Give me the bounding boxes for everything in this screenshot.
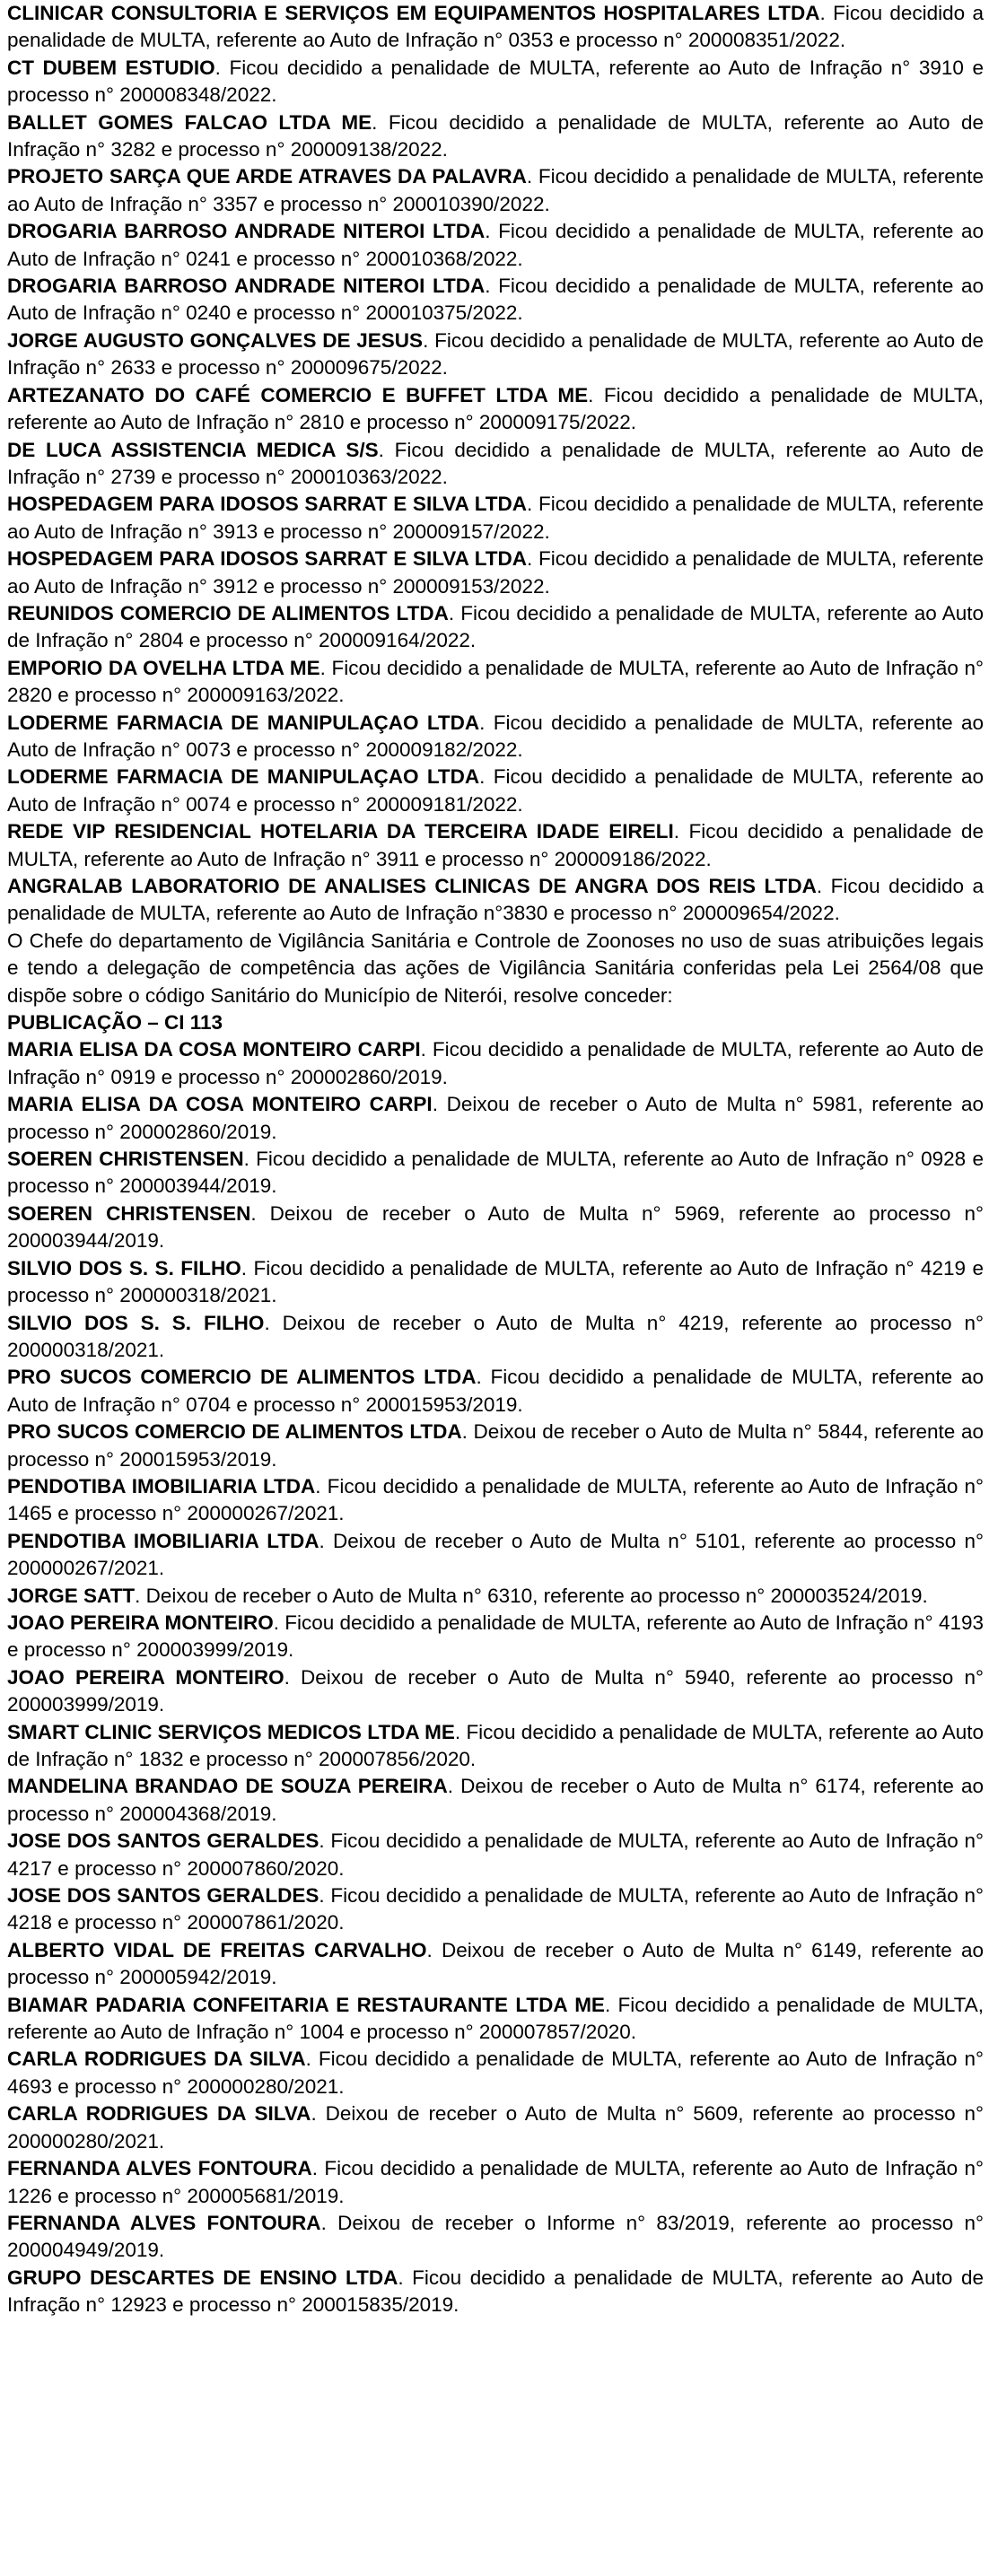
list-item [7, 1310, 984, 1365]
entry-text: . Deixou de receber o Auto de Multa n° 6149, referente ao processo n° 200005942/2019. [7, 1938, 984, 1989]
entry-name: REUNIDOS COMERCIO DE ALIMENTOS LTDA [7, 601, 449, 624]
entry-name: JOSE DOS SANTOS GERALDES [7, 1829, 319, 1853]
list-item [7, 1091, 984, 1146]
list-item [7, 0, 984, 55]
entry-text: . Ficou decidido a penalidade de MULTA, referente ao Auto de Infração n° 3911 e processo n° 200009186/2022. [7, 820, 984, 870]
list-item [7, 655, 984, 710]
entry-name: PRO SUCOS COMERCIO DE ALIMENTOS LTDA [7, 1366, 477, 1389]
entry-text: . Ficou decidido a penalidade de MULTA, referente ao Auto de Infração n° 0928 e processo n° 200003944/2019. [7, 1148, 984, 1198]
entry-name: JOAO PEREIRA MONTEIRO [7, 1611, 274, 1634]
entry-name: JOAO PEREIRA MONTEIRO [7, 1665, 284, 1689]
entry-text: . Ficou decidido a penalidade de MULTA, referente ao Auto de Infração n° 2820 e processo n° 200009163/2022. [7, 656, 984, 707]
list-item [7, 437, 984, 492]
entry-name: CARLA RODRIGUES DA SILVA [7, 2102, 311, 2126]
entry-text: . Ficou decidido a penalidade de MULTA, referente ao Auto de Infração n° 2633 e processo n° 200009675/2022. [7, 328, 984, 380]
entry-text: . Ficou decidido a penalidade de MULTA, referente ao Auto de Infração n° 0073 e processo n° 200009182/2022. [7, 711, 984, 761]
entry-name: MANDELINA BRANDAO DE SOUZA PEREIRA [7, 1775, 448, 1798]
list-item [7, 55, 984, 109]
entry-text: . Deixou de receber o Informe n° 83/2019, referente ao processo n° 200004949/2019. [7, 2211, 984, 2262]
entry-name: JORGE AUGUSTO GONÇALVES DE JESUS [7, 328, 424, 352]
list-item [7, 2210, 984, 2265]
list-item [7, 1419, 984, 1473]
entry-text: . Ficou decidido a penalidade de MULTA, referente ao Auto de Infração n° 0353 e processo n° 200008351/2022. [7, 2, 984, 52]
entry-name: PENDOTIBA IMOBILIARIA LTDA [7, 1474, 316, 1498]
section-heading: PUBLICAÇÃO – CI 113 [7, 1011, 223, 1035]
list-item [7, 491, 984, 546]
entry-text: . Ficou decidido a penalidade de MULTA, referente ao Auto de Infração n° 4217 e processo n° 200007860/2020. [7, 1829, 984, 1880]
entry-text: . Ficou decidido a penalidade de MULTA, referente ao Auto de Infração n° 4693 e processo n° 200000280/2021. [7, 2048, 984, 2098]
entry-text: . Ficou decidido a penalidade de MULTA, referente ao Auto de Infração n° 0704 e processo n° 200015953/2019. [7, 1366, 984, 1416]
list-item [7, 273, 984, 327]
list-item [7, 764, 984, 818]
entry-name: SOEREN CHRISTENSEN [7, 1201, 251, 1225]
entry-text: . Ficou decidido a penalidade de MULTA, referente ao Auto de Infração n° 3913 e processo n° 200009157/2022. [7, 493, 984, 543]
list-item [7, 1255, 984, 1310]
entry-name: FERNANDA ALVES FONTOURA [7, 2157, 312, 2180]
entry-text: . Ficou decidido a penalidade de MULTA, referente ao Auto de Infração n° 1004 e processo n° 200007857/2020. [7, 1993, 984, 2044]
entry-name: MARIA ELISA DA COSA MONTEIRO CARPI [7, 1038, 421, 1061]
entry-name: DE LUCA ASSISTENCIA MEDICA S/S [7, 438, 379, 461]
entry-text: . Ficou decidido a penalidade de MULTA, referente ao Auto de Infração n° 0919 e processo n° 200002860/2019. [7, 1038, 984, 1088]
list-item [7, 1828, 984, 1882]
list-item [7, 2155, 984, 2210]
list-item [7, 1146, 984, 1201]
entry-name: EMPORIO DA OVELHA LTDA ME [7, 656, 320, 679]
entry-text: . Deixou de receber o Auto de Multa n° 5940, referente ao processo n° 200003999/2019. [7, 1665, 984, 1716]
entry-name: LODERME FARMACIA DE MANIPULAÇAO LTDA [7, 765, 480, 789]
entry-text: . Ficou decidido a penalidade de MULTA, referente ao Auto de Infração n° 1226 e processo n° 200005681/2019. [7, 2157, 984, 2207]
entry-text: . Ficou decidido a penalidade de MULTA, referente ao Auto de Infração n° 3910 e processo n° 200008348/2022. [7, 56, 985, 107]
entry-text: . Deixou de receber o Auto de Multa n° 6174, referente ao processo n° 200004368/2019. [7, 1775, 985, 1825]
entry-text: . Deixou de receber o Auto de Multa n° 6310, referente ao processo n° 200003524/2019. [135, 1584, 928, 1607]
entry-text: . Ficou decidido a penalidade de MULTA, referente ao Auto de Infração n° 2739 e processo n° 200010363/2022. [7, 438, 984, 488]
entry-name: FERNANDA ALVES FONTOURA [7, 2211, 321, 2234]
entry-text: . Ficou decidido a penalidade de MULTA, referente ao Auto de Infração n° 4193 e processo n° 200003999/2019. [7, 1611, 984, 1662]
entry-name: CT DUBEM ESTUDIO [7, 56, 215, 79]
entry-name: PROJETO SARÇA QUE ARDE ATRAVES DA PALAVRA [7, 165, 527, 188]
entry-name: SMART CLINIC SERVIÇOS MEDICOS LTDA ME [7, 1720, 455, 1743]
entry-name: MARIA ELISA DA COSA MONTEIRO CARPI [7, 1093, 433, 1116]
list-item [7, 2265, 984, 2319]
entry-name: SOEREN CHRISTENSEN [7, 1148, 244, 1171]
entry-text: . Ficou decidido a penalidade de MULTA, referente ao Auto de Infração n° 3912 e processo n° 200009153/2022. [7, 547, 984, 598]
entry-name: DROGARIA BARROSO ANDRADE NITEROI LTDA [7, 275, 486, 298]
entry-name: ALBERTO VIDAL DE FREITAS CARVALHO [7, 1938, 427, 1961]
list-item [7, 1364, 984, 1419]
entry-name: SILVIO DOS S. S. FILHO [7, 1311, 265, 1334]
list-item [7, 1473, 984, 1528]
entry-name: PENDOTIBA IMOBILIARIA LTDA [7, 1529, 319, 1552]
list-item [7, 1664, 984, 1719]
entry-name: GRUPO DESCARTES DE ENSINO LTDA [7, 2266, 398, 2289]
list-item [7, 710, 984, 764]
entry-text: . Deixou de receber o Auto de Multa n° 5969, referente ao processo n° 200003944/2019. [7, 1201, 985, 1253]
list-item [7, 2046, 984, 2100]
entry-name: CARLA RODRIGUES DA SILVA [7, 2048, 306, 2071]
list-item [7, 109, 984, 164]
entries-section-b [7, 1036, 984, 2318]
list-item [7, 218, 984, 273]
entries-section-a [7, 0, 984, 928]
list-item [7, 1201, 984, 1255]
entry-text: . Deixou de receber o Auto de Multa n° 5609, referente ao processo n° 200000280/2021. [7, 2102, 984, 2152]
list-item [7, 1882, 984, 1937]
list-item [7, 1773, 984, 1828]
entry-name: BIAMAR PADARIA CONFEITARIA E RESTAURANTE LTDA ME [7, 1993, 605, 2016]
list-item [7, 382, 984, 437]
entry-text: . Deixou de receber o Auto de Multa n° 5981, referente ao processo n° 200002860/2019. [7, 1093, 984, 1143]
entry-name: JORGE SATT [7, 1584, 136, 1607]
entry-text: . Ficou decidido a penalidade de MULTA, referente ao Auto de Infração n° 3282 e processo n° 200009138/2022. [7, 110, 984, 162]
list-item [7, 818, 984, 873]
entry-name: REDE VIP RESIDENCIAL HOTELARIA DA TERCEIRA IDADE EIRELI [7, 820, 674, 843]
list-item [7, 163, 984, 218]
entry-text: . Ficou decidido a penalidade de MULTA, referente ao Auto de Infração n° 4219 e processo n° 200000318/2021. [7, 1256, 984, 1307]
entry-text: . Deixou de receber o Auto de Multa n° 5101, referente ao processo n° 200000267/2021. [7, 1529, 984, 1580]
intro-paragraph: O Chefe do departamento de Vigilância Sanitária e Controle de Zoonoses no uso de suas atribuições legais e tendo a delegação de competência das ações de Vigilância Sanitária conferidas pela Lei 2564/08 que dispõe sobre o código Sanitário do Município de Niterói, resolve conceder: [7, 929, 984, 1007]
list-item [7, 2100, 984, 2155]
list-item [7, 1583, 984, 1610]
entry-text: . Deixou de receber o Auto de Multa n° 4219, referente ao processo n° 200000318/2021. [7, 1311, 984, 1361]
entry-name: JOSE DOS SANTOS GERALDES [7, 1884, 319, 1908]
entry-text: . Ficou decidido a penalidade de MULTA, referente ao Auto de Infração n° 1832 e processo n° 200007856/2020. [7, 1720, 984, 1770]
list-item [7, 1528, 984, 1583]
list-item [7, 600, 984, 655]
list-item [7, 1036, 984, 1091]
entry-text: . Ficou decidido a penalidade de MULTA, referente ao Auto de Infração n°3830 e processo n° 200009654/2022. [7, 875, 984, 925]
entry-text: . Ficou decidido a penalidade de MULTA, referente ao Auto de Infração n° 0074 e processo n° 200009181/2022. [7, 765, 984, 816]
entry-text: . Ficou decidido a penalidade de MULTA, referente ao Auto de Infração n° 0240 e processo n° 200010375/2022. [7, 275, 985, 325]
entry-text: . Ficou decidido a penalidade de MULTA, referente ao Auto de Infração n° 12923 e processo n° 200015835/2019. [7, 2266, 984, 2317]
entry-text: . Ficou decidido a penalidade de MULTA, referente ao Auto de Infração n° 1465 e processo n° 200000267/2021. [7, 1474, 984, 1525]
entry-name: ARTEZANATO DO CAFÉ COMERCIO E BUFFET LTDA ME [7, 383, 589, 406]
entry-name: HOSPEDAGEM PARA IDOSOS SARRAT E SILVA LTDA [7, 493, 528, 516]
list-item [7, 327, 984, 382]
entry-text: . Ficou decidido a penalidade de MULTA, referente ao Auto de Infração n° 2804 e processo n° 200009164/2022. [7, 601, 984, 652]
list-item [7, 873, 984, 928]
entry-text: . Deixou de receber o Auto de Multa n° 5844, referente ao processo n° 200015953/2019. [7, 1420, 984, 1471]
entry-name: ANGRALAB LABORATORIO DE ANALISES CLINICAS DE ANGRA DOS REIS LTDA [7, 875, 817, 897]
entry-name: SILVIO DOS S. S. FILHO [7, 1256, 241, 1279]
entry-name: DROGARIA BARROSO ANDRADE NITEROI LTDA [7, 220, 486, 243]
entry-text: . Ficou decidido a penalidade de MULTA, referente ao Auto de Infração n° 0241 e processo n° 200010368/2022. [7, 220, 985, 270]
entry-text: . Ficou decidido a penalidade de MULTA, referente ao Auto de Infração n° 3357 e processo n° 200010390/2022. [7, 165, 984, 215]
entry-name: CLINICAR CONSULTORIA E SERVIÇOS EM EQUIPAMENTOS HOSPITALARES LTDA [7, 2, 820, 24]
list-item [7, 1937, 984, 1992]
entry-text: . Ficou decidido a penalidade de MULTA, referente ao Auto de Infração n° 2810 e processo n° 200009175/2022. [7, 383, 985, 434]
entry-name: PRO SUCOS COMERCIO DE ALIMENTOS LTDA [7, 1420, 462, 1444]
list-item [7, 546, 984, 600]
list-item [7, 1992, 984, 2047]
entry-name: HOSPEDAGEM PARA IDOSOS SARRAT E SILVA LTDA [7, 547, 528, 571]
list-item [7, 1719, 984, 1774]
list-item [7, 1610, 984, 1664]
entry-name: BALLET GOMES FALCAO LTDA ME [7, 110, 372, 134]
entry-text: . Ficou decidido a penalidade de MULTA, referente ao Auto de Infração n° 4218 e processo n° 200007861/2020. [7, 1884, 984, 1934]
entry-name: LODERME FARMACIA DE MANIPULAÇAO LTDA [7, 711, 480, 734]
